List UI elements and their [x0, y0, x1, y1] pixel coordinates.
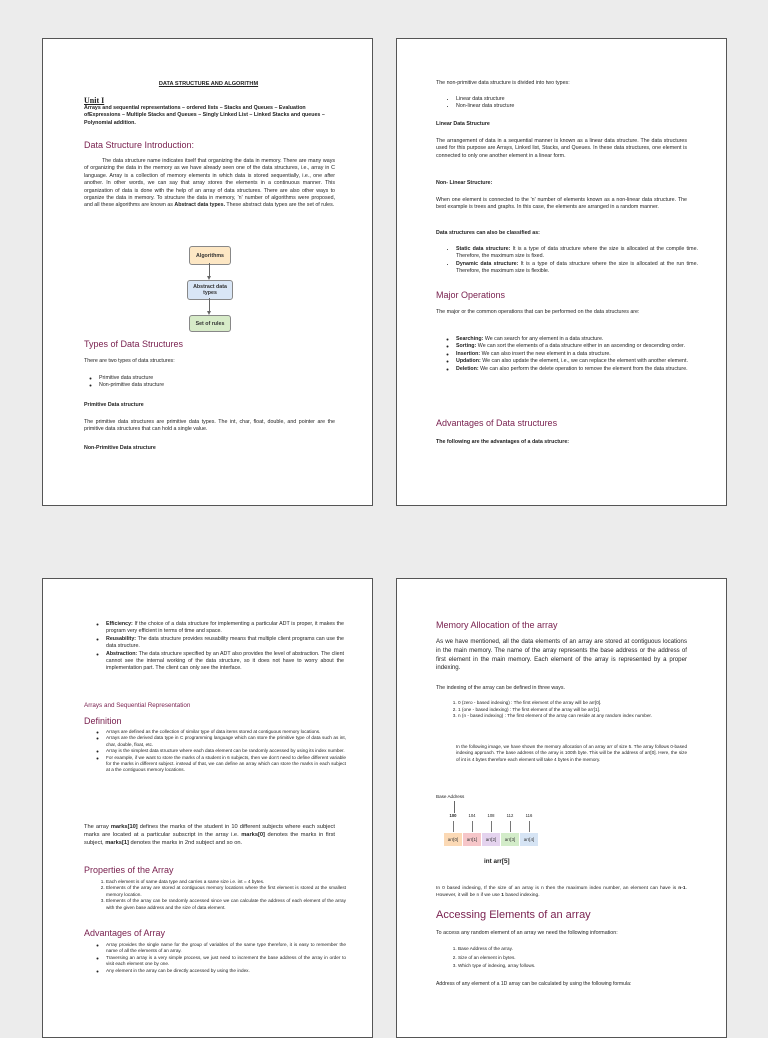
marks-bold: marks[0]	[241, 832, 265, 839]
list-item-term: Insertion:	[456, 350, 481, 357]
indexing-list	[447, 700, 698, 720]
zero-index-text: In 0 based indexing, If the size of an array is n then the maximum index number, an element can have is	[436, 886, 679, 891]
memory-cells	[444, 833, 544, 847]
memory-cell: arr[4]	[520, 833, 539, 846]
list-item: 1. Each element is of same data type and carries a same size i.e. int = 4 bytes.	[106, 879, 346, 885]
linear-heading: Linear Data Structure	[436, 121, 490, 127]
list-item-text: If the choice of a data structure for implementing a particular ADT is proper, it makes the program very efficient in terms of time and space.	[106, 621, 344, 635]
list-item: 3. Elements of the array can be randomly accessed since we can calculate the address of each element of the array with the given base address and the size of data element.	[106, 898, 346, 911]
memory-cell: arr[0]	[444, 833, 463, 846]
list-item: 2. Elements of the array are stored at contiguous memory locations where the first element is stored at the smallest memory location.	[106, 885, 346, 898]
base-address-label: Base Address	[436, 794, 465, 799]
list-item: ◦ Arrays are defined as the collection of similar type of data items stored at contiguous memory locations.	[106, 729, 346, 735]
figure-caption: int arr[5]	[484, 858, 510, 865]
intro-text: The data structure name indicates itself that organizing the data in memory. There are many ways of organizing the data in the memory as we have already seen one of the data structures, i.e., array in C language. Array is a collection of memory elements in which data is stored sequentially, i.e., one after another. In other words, we can say that array stores the elements in a continuous manner. This organization of data is done with the help of an array of data structures. There are also other ways to organize the data in memory. To structure the data in memory, 'n' number of algorithms were proposed, and all these algorithms are known as	[84, 158, 335, 209]
memory-image-text: In the following image, we have shown the memory allocation of an array arr of size 5. The array follows 0-based indexing approach. The base address of the array is 100th byte. This will be the address of arr[0]. Here, the size of int is 4 bytes therefore each element will take 4 bytes in the memory.	[456, 744, 687, 762]
list-item-term: Updation:	[456, 358, 481, 365]
list-item	[456, 261, 698, 276]
list-item: ◦ Any element in the array can be directly accessed by using the index.	[106, 968, 346, 974]
list-item-text: We can also perform the delete operation to remove the element from the data structure.	[478, 365, 688, 372]
marks-text: defines the marks of the student in 10 different subjects where each subject marks are located at a particular subscript in the array i.e.	[84, 824, 335, 839]
accessing-list	[447, 945, 535, 971]
list-item	[456, 336, 698, 343]
document-title: DATA STRUCTURE AND ALGORITHM	[158, 81, 259, 87]
list-item: ◦ For example, if we want to store the marks of a student in 6 subjects, then we don't need to define different variable for the marks in different subject. instead of that, we can define an array which can store the marks in each subject at a the contiguous memory locations.	[106, 755, 346, 774]
nonprimitive-heading: Non-Primitive Data structure	[84, 445, 156, 451]
base-address-arrow	[454, 801, 455, 813]
memory-address-label: 100	[449, 813, 457, 818]
list-item-term: Searching:	[456, 336, 484, 342]
list-item	[456, 366, 698, 373]
unit-heading: Unit I	[84, 96, 105, 105]
list-item-term: Reusability:	[106, 635, 137, 642]
memory-address-arrow	[472, 821, 473, 832]
memory-heading: Memory Allocation of the array	[436, 620, 558, 630]
intro-paragraph	[84, 158, 335, 210]
arrays-heading: Arrays and Sequential Representation	[84, 702, 191, 709]
list-item: 2. 1 (one - based indexing) : The first element of the array will be arr[1].	[458, 707, 698, 714]
list-item-term: Sorting:	[456, 343, 477, 350]
list-item	[106, 651, 344, 673]
nonprimitive-types-list	[445, 96, 514, 111]
types-list	[88, 375, 339, 390]
memory-cell: arr[2]	[482, 833, 501, 846]
list-item-text: We can sort the elements of a data structure either in an ascending or descending order.	[476, 343, 685, 350]
list-item: ◦ Traversing an array is a very simple process, we just need to increment the base address of the array in order to visit each element one by one.	[106, 955, 346, 968]
advantages-array-list	[95, 942, 346, 974]
list-item	[456, 358, 698, 365]
zero-index-paragraph	[436, 885, 687, 899]
formula-intro: Address of any element of a 1D array can be calculated by using the following formula:	[436, 981, 632, 987]
list-item: ◦ Arrays are the derived data type in C programming language which can store the primitive type of data such as int, char, double, float, etc.	[106, 735, 346, 748]
nonlinear-heading: Non- Linear Structure:	[436, 180, 493, 186]
definition-heading: Definition	[84, 716, 122, 726]
definition-list	[95, 729, 346, 774]
list-item-text: We can also insert the new element in a data structure.	[480, 350, 611, 357]
marks-text: denotes the marks in first subject,	[84, 832, 336, 847]
types-intro: There are two types of data structures:	[84, 358, 175, 364]
marks-text: The array	[84, 824, 111, 830]
zero-index-text: based indexing.	[503, 893, 540, 898]
section-heading-operations: Major Operations	[436, 290, 506, 300]
accessing-heading: Accessing Elements of an array	[436, 909, 591, 921]
diagram-box-adt: Abstract data types	[187, 280, 233, 300]
list-item-term: Abstraction:	[106, 650, 138, 657]
section-heading-advantages: Advantages of Data structures	[436, 418, 558, 428]
intro-bold-text: Abstract data types.	[174, 202, 226, 209]
marks-bold: marks[10]	[110, 824, 138, 830]
list-item: 2. Size of an element in bytes.	[458, 954, 535, 963]
advantages-array-heading: Advantages of Array	[84, 928, 166, 938]
list-item-text: The data structure provides reusability means that multiple client programs can use the data structure.	[106, 635, 344, 650]
unit-topics: Arrays and sequential representations – ordered lists – Stacks and Queues – Evaluation ofExpressions – Multiple Stacks and Queues – Singly Linked List – Linked Stacks and queues – Polynomial addition.	[84, 105, 325, 126]
memory-address-label: 108	[487, 813, 495, 818]
memory-address-arrow	[510, 821, 511, 832]
list-item-text: It is a type of data structure where the size is allocated at the run time. Therefore, the maximum size is flexible.	[456, 260, 698, 275]
properties-heading: Properties of the Array	[84, 865, 174, 875]
list-item-term: Dynamic data structure:	[456, 260, 519, 267]
list-item	[456, 343, 698, 350]
list-item: ◦ Primitive data structure	[99, 375, 339, 382]
memory-cell: arr[1]	[463, 833, 482, 846]
list-item: 1. Base Address of the array.	[458, 945, 535, 954]
advantages-intro: The following are the advantages of a data structure:	[436, 439, 570, 445]
memory-address-label: 104	[468, 813, 476, 818]
memory-cell: arr[3]	[501, 833, 520, 846]
zero-index-bold: n-1	[678, 886, 686, 891]
list-item-term: Efficiency:	[106, 621, 133, 627]
primitive-text: The primitive data structures are primitive data types. The int, char, float, double, and pointer are the primitive data structures that can hold a single value.	[84, 419, 335, 433]
indexing-intro: The indexing of the array can be defined in three ways.	[436, 685, 565, 691]
operations-list	[445, 336, 698, 373]
classified-list	[445, 246, 698, 276]
diagram-box-rules: Set of rules	[189, 315, 231, 332]
list-item: 3. n (n - based indexing) : The first element of the array can reside at any random index number.	[458, 713, 698, 720]
memory-address-arrow	[529, 821, 530, 832]
list-item: • Linear data structure	[456, 96, 514, 103]
nonlinear-text: When one element is connected to the 'n' number of elements known as a non-linear data structure. The best example is trees and graphs. In this case, the elements are arranged in a random manner.	[436, 197, 687, 211]
linear-text: The arrangement of data in a sequential manner is known as a linear data structure. The data structures used for this purpose are Arrays, Linked list, Stacks, and Queues. In these data structures, one element is connected to only one another element in a linear form.	[436, 138, 687, 159]
advantages-list	[95, 621, 344, 673]
zero-index-text: . However, it will be n if we use	[436, 886, 687, 898]
zero-index-bold: 1	[501, 893, 504, 898]
accessing-intro: To access any random element of an array we need the following information:	[436, 930, 618, 936]
section-heading-intro: Data Structure Introduction:	[84, 140, 195, 150]
document-page-3	[42, 578, 373, 1038]
marks-paragraph	[84, 823, 335, 848]
list-item: 3. Which type of indexing, array follows.	[458, 962, 535, 971]
nonprimitive-intro: The non-primitive data structure is divided into two types:	[436, 80, 570, 86]
list-item-text: We can search for any element in a data structure.	[483, 336, 604, 342]
memory-address-label: 112	[506, 813, 514, 818]
list-item	[456, 351, 698, 358]
memory-address-label: 116	[525, 813, 533, 818]
document-page-4	[396, 578, 727, 1038]
list-item: ◦ Array provides the single name for the group of variables of the same type therefore, it is easy to remember the name of all the elements of an array.	[106, 942, 346, 955]
marks-text: denotes the marks in 2nd subject and so on.	[128, 840, 243, 847]
list-item	[456, 246, 698, 261]
list-item	[106, 636, 344, 651]
list-item-term: Static data structure:	[456, 246, 511, 252]
intro-tail-text: These abstract data types are the set of rules.	[225, 202, 335, 209]
document-page-1	[42, 38, 373, 506]
diagram-arrow	[209, 263, 210, 277]
marks-bold: marks[1]	[105, 840, 129, 847]
list-item: ◦ Array is the simplest data structure where each data element can be randomly accessed by using its index number.	[106, 748, 346, 754]
list-item-text: The data structure specified by an ADT also provides the level of abstraction. The client cannot see the internal working of the data structure, so it does not have to worry about the implementation part. The client can only see the interface.	[106, 650, 344, 672]
memory-address-arrow	[453, 821, 454, 832]
list-item: 1. 0 (zero - based indexing) : The first element of the array will be arr[0].	[458, 700, 698, 707]
diagram-box-algorithms: Algorithms	[189, 246, 231, 265]
operations-intro: The major or the common operations that can be performed on the data structures are:	[436, 309, 640, 315]
list-item-text: It is a type of data structure where the size is allocated at the compile time. Therefore, the maximum size is fixed.	[456, 246, 698, 260]
list-item: ◦ Non-primitive data structure	[99, 382, 339, 389]
primitive-heading: Primitive Data structure	[84, 402, 144, 408]
memory-text: As we have mentioned, all the data elements of an array are stored at contiguous locations in the main memory. The name of the array represents the base address or the address of first element in the main memory. Each element of the array is represented by a proper indexing.	[436, 638, 687, 672]
address-row	[444, 813, 544, 821]
properties-list	[95, 879, 346, 911]
classified-heading: Data structures can also be classified as:	[436, 230, 540, 236]
diagram-arrow	[209, 298, 210, 312]
section-heading-types: Types of Data Structures	[84, 339, 184, 349]
list-item-text: We can also update the element, i.e., we can replace the element with another element.	[480, 358, 688, 365]
document-page-2	[396, 38, 727, 506]
list-item: • Non-linear data structure	[456, 103, 514, 110]
list-item	[106, 621, 344, 636]
list-item-term: Deletion:	[456, 365, 479, 372]
memory-address-arrow	[491, 821, 492, 832]
